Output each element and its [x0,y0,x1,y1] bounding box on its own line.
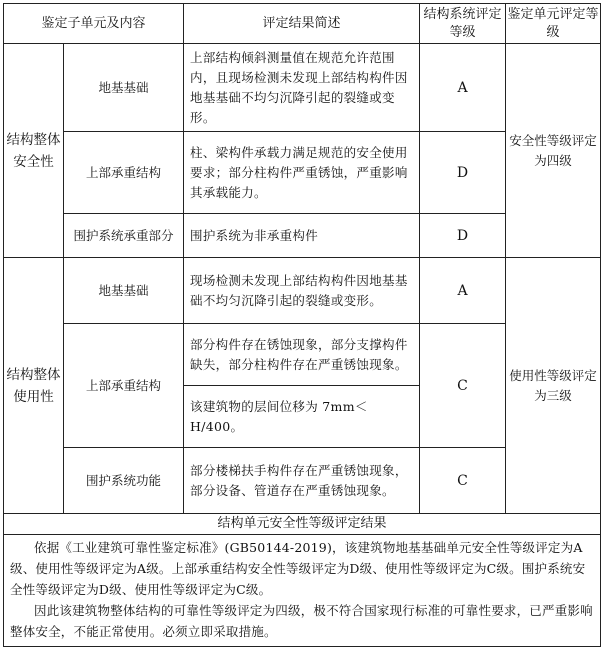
usability-grade: A [420,258,506,324]
safety-item: 上部承重结构 [64,132,184,214]
table-row [4,258,601,324]
summary-title: 结构单元安全性等级评定结果 [4,514,601,535]
usability-summary: 部分楼梯扶手构件存在严重锈蚀现象，部分设备、管道存在严重锈蚀现象。 [184,448,420,514]
header-unit-grade: 鉴定单元评定等级 [506,4,601,44]
summary-body-row [4,535,601,647]
usability-item: 地基基础 [64,258,184,324]
safety-conclusion: 安全性等级评定为四级 [506,44,601,258]
usability-summary: 现场检测未发现上部结构构件因地基基础不均匀沉降引起的裂缝或变形。 [184,258,420,324]
summary-title-row [4,514,601,535]
header-system-grade: 结构系统评定等级 [420,4,506,44]
safety-item: 地基基础 [64,44,184,132]
safety-grade: D [420,214,506,258]
safety-grade: D [420,132,506,214]
safety-grade: A [420,44,506,132]
summary-paragraph [10,600,594,642]
summary-body [4,535,601,647]
safety-summary: 柱、梁构件承载力满足规范的安全使用要求；部分柱构件严重锈蚀，严重影响其承载能力。 [184,132,420,214]
safety-group-label: 结构整体安全性 [4,44,64,258]
summary-paragraph-text: 因此该建筑物整体结构的可靠性等级评定为四级，极不符合国家现行标准的可靠性要求，已严重影响整体安全，不能正常使用。必须立即采取措施。 [10,603,593,639]
summary-paragraph [10,537,594,600]
usability-summary: 部分构件存在锈蚀现象，部分支撑构件缺失，部分柱构件存在严重锈蚀现象。 [184,324,420,386]
header-row [4,4,601,44]
safety-summary: 围护系统为非承重构件 [184,214,420,258]
usability-grade: C [420,448,506,514]
table-row [4,44,601,132]
header-summary: 评定结果简述 [184,4,420,44]
usability-grade: C [420,324,506,448]
usability-conclusion: 使用性等级评定为三级 [506,258,601,514]
assessment-table [3,3,601,647]
usability-group-label: 结构整体使用性 [4,258,64,514]
safety-item: 围护系统承重部分 [64,214,184,258]
header-unit: 鉴定子单元及内容 [4,4,184,44]
usability-item: 围护系统功能 [64,448,184,514]
safety-summary: 上部结构倾斜测量值在规范允许范围内，且现场检测未发现上部结构构件因地基基础不均匀沉降引起的裂缝或变形。 [184,44,420,132]
summary-paragraph-text: 依据《工业建筑可靠性鉴定标准》(GB50144-2019)，该建筑物地基基础单元安全性等级评定为A级、使用性等级评定为A级。上部承重结构安全性等级评定为D级、使用性等级评定为C级。围护系统安全性等级评定为D级、使用性等级评定为C级。 [10,540,586,597]
usability-summary-secondary: 该建筑物的层间位移为 7mm＜H/400。 [184,386,420,448]
usability-item: 上部承重结构 [64,324,184,448]
